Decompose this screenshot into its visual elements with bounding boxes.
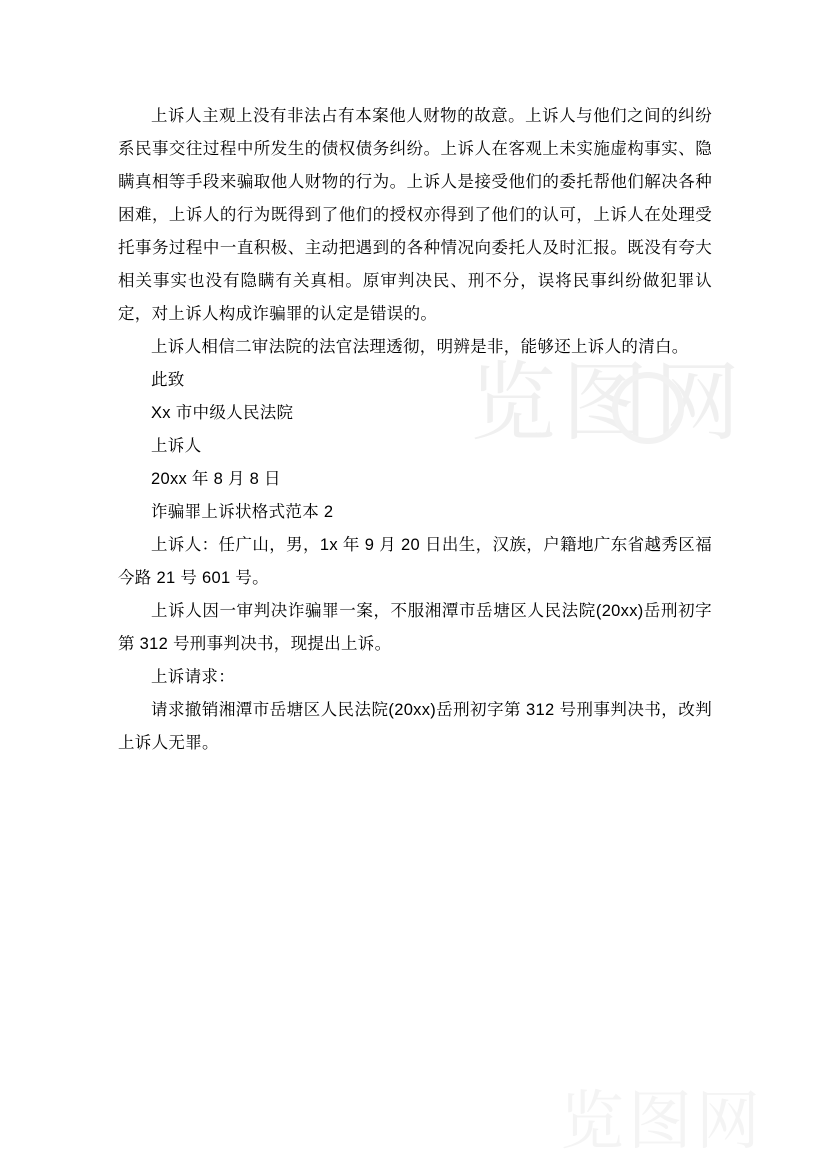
paragraph-closing: 此致 bbox=[151, 371, 185, 389]
watermark-text: 览图网 bbox=[470, 355, 746, 451]
paragraph-date: 20xx 年 8 月 8 日 bbox=[151, 470, 281, 488]
paragraph-appellant: 上诉人 bbox=[151, 437, 202, 455]
paragraph: 上诉人主观上没有非法占有本案他人财物的故意。上诉人与他们之间的纠纷系民事交往过程中所发生的债权债务纠纷。上诉人在客观上未实施虚构事实、隐瞒真相等手段来骗取他人财物的行为。上诉人是接受他们的委托帮他们解决各种困难，上诉人的行为既得到了他们的授权亦得到了他们的认可，上诉人在处理受托事务过程中一直积极、主动把遇到的各种情况向委托人及时汇报。既没有夸大相关事实也没有隐瞒有关真相。原审判决民、刑不分，误将民事纠纷做犯罪认定，对上诉人构成诈骗罪的认定是错误的。 bbox=[118, 107, 712, 323]
paragraph: 上诉人相信二审法院的法官法理透彻，明辨是非，能够还上诉人的清白。 bbox=[151, 338, 689, 356]
paragraph-section-heading: 诈骗罪上诉状格式范本 2 bbox=[151, 503, 334, 521]
watermark-bottom-text: 览图网 bbox=[560, 1086, 764, 1157]
document-body bbox=[118, 100, 712, 760]
paragraph: 请求撤销湘潭市岳塘区人民法院(20xx)岳刑初字第 312 号刑事判决书，改判上诉人无罪。 bbox=[118, 701, 712, 752]
paragraph: 上诉人：任广山，男，1x 年 9 月 20 日出生，汉族，户籍地广东省越秀区福今路 21 号 601 号。 bbox=[118, 536, 712, 587]
paragraph-request-heading: 上诉请求： bbox=[151, 668, 235, 686]
paragraph-court-name: Xx 市中级人民法院 bbox=[151, 404, 294, 422]
paragraph: 上诉人因一审判决诈骗罪一案，不服湘潭市岳塘区人民法院(20xx)岳刑初字第 312 号刑事判决书，现提出上诉。 bbox=[118, 602, 712, 653]
